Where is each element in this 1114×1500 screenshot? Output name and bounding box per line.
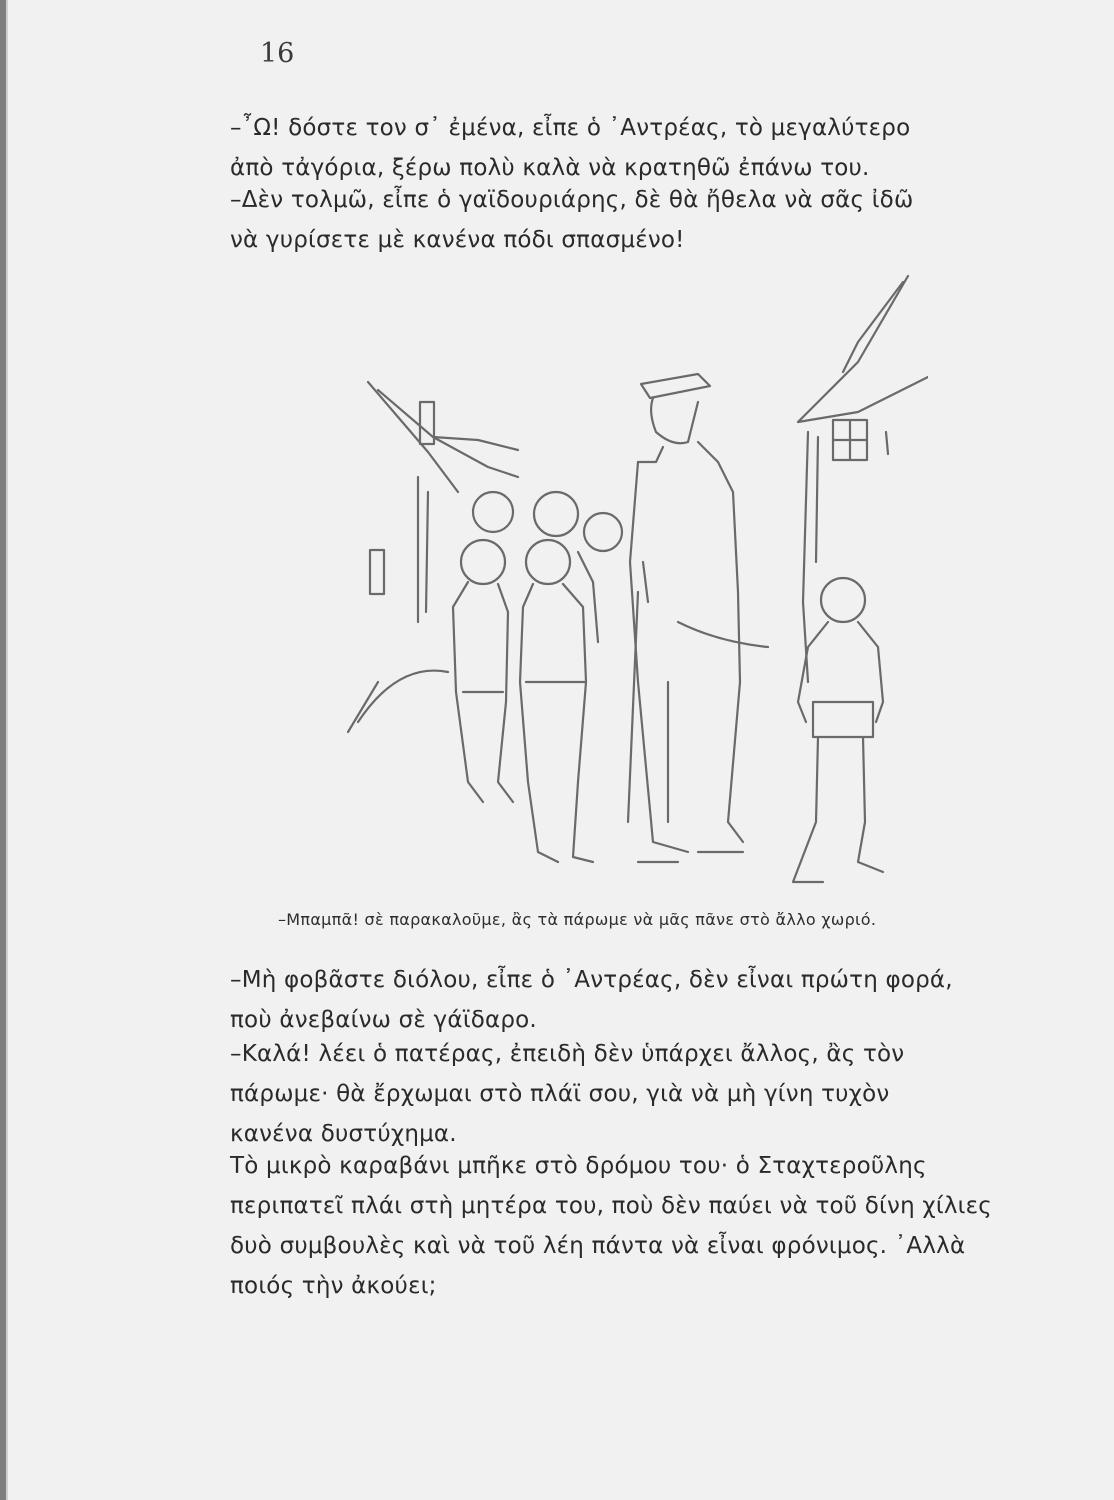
man-drawing bbox=[628, 374, 743, 862]
paragraph-andreas-reassure bbox=[230, 960, 1060, 1040]
text-line: νὰ γυρίσετε μὲ κανένα πόδι σπασμένο! bbox=[230, 227, 685, 253]
left-house-drawing bbox=[368, 382, 518, 622]
illustration-children-and-man bbox=[338, 262, 928, 902]
book-page bbox=[6, 0, 1114, 1500]
text-line: –Μὴ φοβᾶστε διόλου, εἶπε ὁ ᾿Αντρέας, δὲν εἶναι πρώτη φορά, bbox=[230, 967, 953, 993]
text-line: –Καλά! λέει ὁ πατέρας, ἐπειδὴ δὲν ὑπάρχει ἄλλος, ἂς τὸν bbox=[230, 1041, 905, 1067]
text-line: περιπατεῖ πλάι στὴ μητέρα του, ποὺ δὲν παύει νὰ τοῦ δίνη χίλιες bbox=[230, 1193, 992, 1219]
child-drawing bbox=[453, 540, 513, 802]
text-line: ποὺ ἀνεβαίνω σὲ γάϊδαρο. bbox=[230, 1007, 537, 1033]
text-line: δυὸ συμβουλὲς καὶ νὰ τοῦ λέη πάντα νὰ εἶναι φρόνιμος. ᾿Αλλὰ bbox=[230, 1233, 966, 1259]
text-line: Τὸ μικρὸ καραβάνι μπῆκε στὸ δρόμου του· ὁ Σταχτεροῦλης bbox=[230, 1153, 927, 1179]
page-number: 16 bbox=[260, 38, 295, 69]
text-line: κανένα δυστύχημα. bbox=[230, 1121, 457, 1147]
text-line: –῏Ω! δόστε τον σ᾿ ἐμένα, εἶπε ὁ ᾿Αντρέας, τὸ μεγαλύτερο bbox=[230, 115, 911, 141]
paragraph-donkey-driver bbox=[230, 180, 1060, 260]
text-line: –Δὲν τολμῶ, εἶπε ὁ γαϊδουριάρης, δὲ θὰ ἤθελα νὰ σᾶς ἰδῶ bbox=[230, 187, 914, 213]
child-drawing bbox=[520, 540, 593, 862]
text-line: ἀπὸ τἀγόρια, ξέρω πολὺ καλὰ νὰ κρατηθῶ ἐπάνω του. bbox=[230, 155, 870, 181]
child-drawing bbox=[473, 492, 622, 642]
child-drawing bbox=[793, 578, 883, 882]
text-line: πάρωμε· θὰ ἔρχωμαι στὸ πλάϊ σου, γιὰ νὰ μὴ γίνη τυχὸν bbox=[230, 1081, 890, 1107]
paragraph-andreas-offer bbox=[230, 108, 1060, 188]
illustration-caption: –Μπαμπᾶ! σὲ παρακαλοῦμε, ἂς τὰ πάρωμε νὰ μᾶς πᾶνε στὸ ἄλλο χωριό. bbox=[278, 910, 877, 929]
ground-drawing bbox=[348, 622, 768, 732]
right-house-drawing bbox=[798, 276, 928, 682]
paragraph-father-agrees bbox=[230, 1034, 1060, 1154]
paragraph-caravan bbox=[230, 1146, 1060, 1306]
text-line: ποιός τὴν ἀκούει; bbox=[230, 1273, 437, 1299]
